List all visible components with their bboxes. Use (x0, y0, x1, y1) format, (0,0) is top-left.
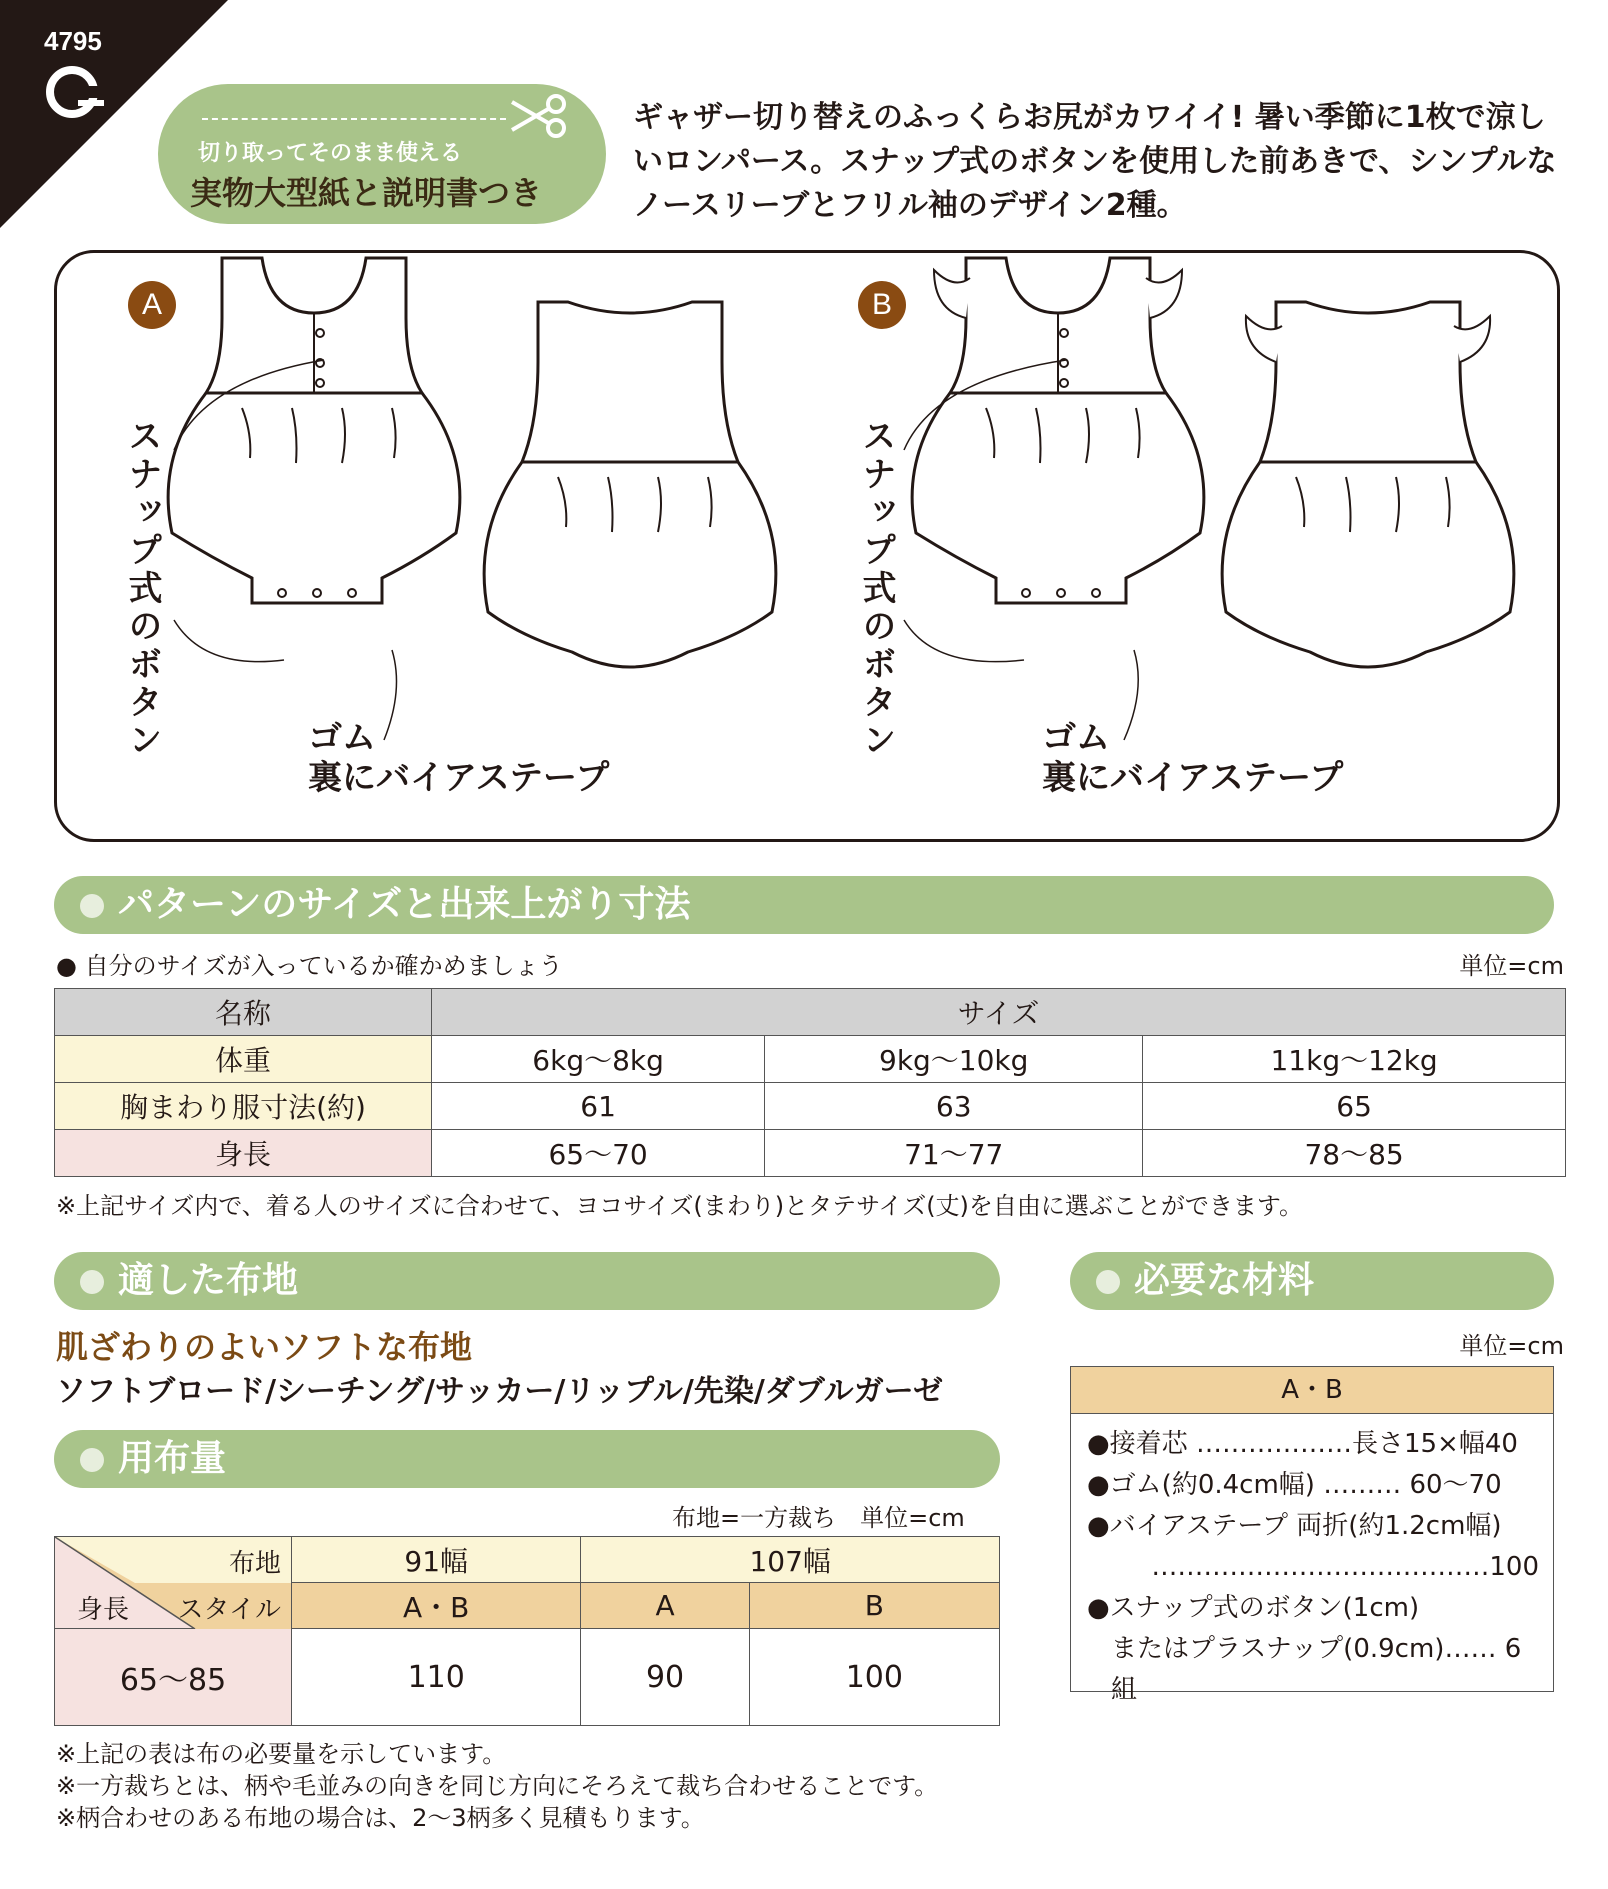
materials-box (1070, 1366, 1554, 1705)
list-item: ●スナップ式のボタン(1cm) (1087, 1593, 1420, 1623)
corner-left-label: 身長 (77, 1595, 130, 1625)
fabric-heading: 肌ざわりのよいソフトな布地 (56, 1328, 473, 1366)
bullet-icon (80, 894, 104, 918)
table-cell: 9kg〜10kg (765, 1036, 1143, 1083)
corner-cell (55, 1537, 292, 1629)
yardage-note: ※柄合わせのある布地の場合は、2〜3柄多く見積もります。 (56, 1804, 705, 1832)
style-b-marker: B (858, 281, 906, 329)
bullet-icon (80, 1448, 104, 1472)
cut-line (202, 118, 506, 120)
table-cell: 110 (292, 1629, 581, 1726)
yardage-notes (56, 1738, 938, 1834)
table-cell: 65〜70 (432, 1130, 765, 1177)
list-item: ●接着芯 ………………長さ15×幅40 (1087, 1429, 1518, 1459)
table-cell: 6kg〜8kg (432, 1036, 765, 1083)
table-row (55, 1083, 1566, 1130)
romper-illustration-icon (54, 250, 1554, 836)
badge-line1: 切り取ってそのまま使える (198, 141, 463, 166)
materials-unit: 単位=cm (1459, 1332, 1564, 1360)
table-row (55, 1629, 1000, 1726)
table-cell: 11kg〜12kg (1143, 1036, 1566, 1083)
table-cell: 78〜85 (1143, 1130, 1566, 1177)
materials-list (1071, 1414, 1553, 1711)
style-b-bias-label: 裏にバイアステープ (1042, 758, 1344, 798)
size-unit: 単位=cm (1459, 952, 1564, 980)
row-label: 身長 (55, 1130, 432, 1177)
list-item: ●ゴム(約0.4cm幅) ……… 60〜70 (1087, 1470, 1502, 1500)
width-header: 107幅 (581, 1537, 1000, 1583)
size-section-title: パターンのサイズと出来上がり寸法 (118, 884, 691, 925)
yardage-section-title: 用布量 (118, 1438, 227, 1479)
style-header: A (581, 1583, 749, 1629)
table-row (55, 1036, 1566, 1083)
size-note-top: ● 自分のサイズが入っているか確かめましょう (56, 952, 563, 980)
list-item: ●バイアステープ 両折(約1.2cm幅) (1087, 1511, 1502, 1541)
header-cell: 名称 (55, 989, 432, 1036)
header-cell: サイズ (432, 989, 1566, 1036)
size-footnote: ※上記サイズ内で、着る人のサイズに合わせて、ヨコサイズ(まわり)とタテサイズ(丈)を自由に選ぶことができます。 (56, 1192, 1303, 1220)
style-header: A・B (292, 1583, 581, 1629)
table-cell: 90 (581, 1629, 749, 1726)
intro-text: ギャザー切り替えのふっくらお尻がカワイイ! 暑い季節に1枚で涼しいロンパース。スナップ式のボタンを使用した前あきで、シンプルなノースリーブとフリル袖のデザイン2種。 (633, 100, 1557, 223)
yardage-note: ※上記の表は布の必要量を示しています。 (56, 1740, 507, 1768)
style-header: B (749, 1583, 999, 1629)
corner-top-label: 布地 (228, 1549, 281, 1579)
scissors-icon (508, 94, 572, 138)
style-b-snap-label: スナップ式のボタン (856, 418, 896, 760)
table-cell: 71〜77 (765, 1130, 1143, 1177)
style-a-gomu-label: ゴム (308, 718, 376, 758)
style-a-bias-label: 裏にバイアステープ (308, 758, 610, 798)
brand-logo-icon (44, 60, 106, 122)
bullet-icon (80, 1270, 104, 1294)
yardage-table (54, 1536, 1000, 1726)
table-row (55, 1537, 1000, 1583)
yardage-unit: 布地=一方裁ち 単位=cm (672, 1504, 965, 1532)
bullet-icon (1096, 1270, 1120, 1294)
table-row (55, 989, 1566, 1036)
size-section-header (54, 876, 1554, 934)
table-cell: 61 (432, 1083, 765, 1130)
table-cell: 63 (765, 1083, 1143, 1130)
style-b-gomu-label: ゴム (1042, 718, 1110, 758)
materials-section-title: 必要な材料 (1134, 1260, 1315, 1301)
pattern-badge (158, 84, 606, 224)
list-item: …………………………………100 (1151, 1552, 1539, 1582)
fabric-section-header (54, 1252, 1000, 1310)
pattern-code: 4795 (44, 26, 102, 56)
fabric-section-title: 適した布地 (118, 1260, 299, 1301)
table-cell: 100 (749, 1629, 999, 1726)
row-label: 65〜85 (55, 1629, 292, 1726)
table-row (55, 1130, 1566, 1177)
badge-line2: 実物大型紙と説明書つき (190, 174, 543, 212)
table-cell: 65 (1143, 1083, 1566, 1130)
materials-header: A・B (1071, 1367, 1553, 1414)
yardage-note: ※一方裁ちとは、柄や毛並みの向きを同じ方向にそろえて裁ち合わせることです。 (56, 1772, 939, 1800)
size-table (54, 988, 1566, 1177)
corner-mid-label: スタイル (177, 1595, 281, 1625)
materials-section-header (1070, 1252, 1554, 1310)
fabric-list: ソフトブロード/シーチング/サッカー/リップル/先染/ダブルガーゼ (56, 1374, 943, 1409)
width-header: 91幅 (292, 1537, 581, 1583)
list-item: またはプラスナップ(0.9cm)…… 6組 (1111, 1634, 1522, 1705)
style-a-snap-label: スナップ式のボタン (122, 418, 162, 760)
yardage-section-header (54, 1430, 1000, 1488)
style-a-marker: A (128, 281, 176, 329)
row-label: 体重 (55, 1036, 432, 1083)
row-label: 胸まわり服寸法(約) (55, 1083, 432, 1130)
